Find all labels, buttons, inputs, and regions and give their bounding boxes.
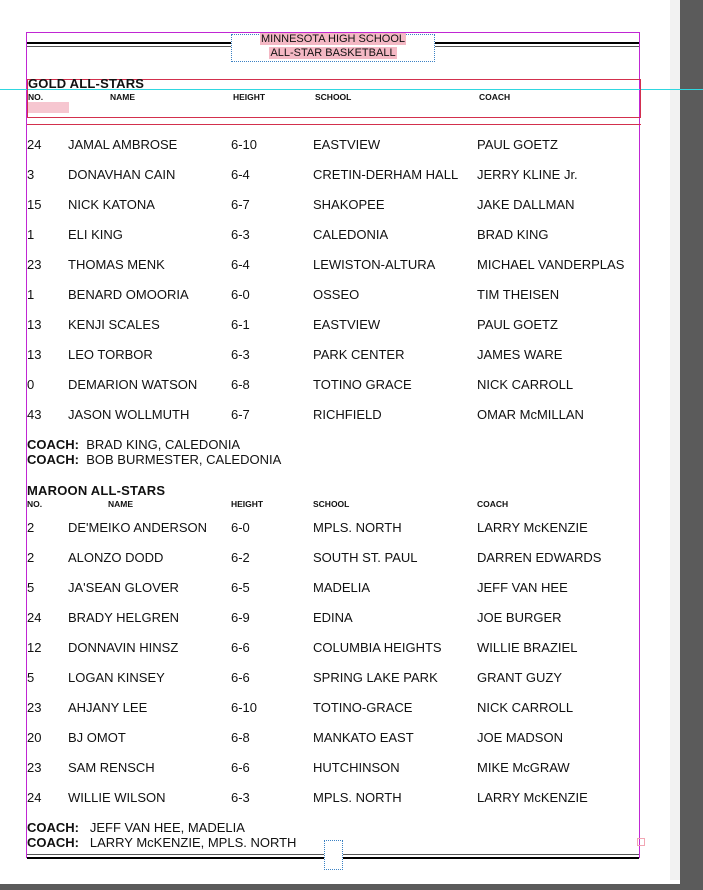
player-no: 24 <box>27 610 42 625</box>
player-coach: LARRY McKENZIE <box>477 790 588 805</box>
maroon-player-row <box>0 760 640 778</box>
player-name: WILLIE WILSON <box>68 790 166 805</box>
player-height: 6-10 <box>231 137 258 152</box>
player-name: JA'SEAN GLOVER <box>68 580 179 595</box>
player-height: 6-5 <box>231 580 250 595</box>
player-height: 6-6 <box>231 670 250 685</box>
coach-label: COACH: <box>27 820 79 835</box>
player-name: LOGAN KINSEY <box>68 670 165 685</box>
out-port-marker[interactable] <box>637 838 645 846</box>
player-name: BJ OMOT <box>68 730 126 745</box>
player-school: RICHFIELD <box>313 407 382 422</box>
gold-assistant-coach <box>27 452 281 467</box>
gold-head-coach <box>27 437 240 452</box>
player-height: 6-4 <box>231 257 250 272</box>
gold-player-row <box>0 407 640 425</box>
player-school: CALEDONIA <box>313 227 389 242</box>
player-school: HUTCHINSON <box>313 760 400 775</box>
player-name: KENJI SCALES <box>68 317 160 332</box>
player-no: 43 <box>27 407 42 422</box>
player-school: COLUMBIA HEIGHTS <box>313 640 442 655</box>
gold-player-row <box>0 167 640 185</box>
player-name: SAM RENSCH <box>68 760 155 775</box>
player-coach: TIM THEISEN <box>477 287 560 302</box>
player-school: SHAKOPEE <box>313 197 385 212</box>
player-coach: JERRY KLINE Jr. <box>477 167 578 182</box>
gold-section-title: GOLD ALL-STARS <box>28 76 145 91</box>
player-name: ALONZO DODD <box>68 550 164 565</box>
gold-col-coach: COACH <box>479 92 511 102</box>
maroon-col-height: HEIGHT <box>231 499 264 509</box>
player-no: 24 <box>27 790 42 805</box>
player-no: 24 <box>27 137 42 152</box>
maroon-col-name: NAME <box>108 499 134 509</box>
player-coach: GRANT GUZY <box>477 670 562 685</box>
maroon-player-row <box>0 520 640 538</box>
player-school: MADELIA <box>313 580 371 595</box>
player-no: 0 <box>27 377 35 392</box>
player-no: 3 <box>27 167 35 182</box>
player-height: 6-8 <box>231 377 250 392</box>
player-no: 2 <box>27 520 35 535</box>
player-school: MANKATO EAST <box>313 730 414 745</box>
player-no: 23 <box>27 760 42 775</box>
gold-player-row <box>0 317 640 335</box>
player-no: 23 <box>27 257 42 272</box>
coach-label: COACH: <box>27 835 79 850</box>
player-name: DEMARION WATSON <box>68 377 198 392</box>
maroon-col-coach: COACH <box>477 499 509 509</box>
player-coach: JOE MADSON <box>477 730 563 745</box>
gold-player-row <box>0 377 640 395</box>
pasteboard-right <box>680 0 703 890</box>
footer-text-frame[interactable] <box>324 840 343 870</box>
gold-player-row <box>0 227 640 245</box>
player-school: SOUTH ST. PAUL <box>313 550 418 565</box>
player-coach: WILLIE BRAZIEL <box>477 640 578 655</box>
player-coach: BRAD KING <box>477 227 549 242</box>
player-height: 6-6 <box>231 760 250 775</box>
player-no: 5 <box>27 580 35 595</box>
player-height: 6-10 <box>231 700 258 715</box>
player-coach: DARREN EDWARDS <box>477 550 602 565</box>
header-line-2-text: ALL-STAR BASKETBALL <box>270 47 396 59</box>
header-text-frame[interactable] <box>231 34 435 62</box>
player-no: 23 <box>27 700 42 715</box>
maroon-assistant-coach <box>27 835 296 850</box>
gold-player-row <box>0 137 640 155</box>
player-name: AHJANY LEE <box>68 700 148 715</box>
player-height: 6-0 <box>231 520 250 535</box>
gold-player-row <box>0 257 640 275</box>
player-height: 6-3 <box>231 347 250 362</box>
player-height: 6-1 <box>231 317 250 332</box>
player-name: NICK KATONA <box>68 197 155 212</box>
gold-player-row <box>0 347 640 365</box>
player-school: PARK CENTER <box>313 347 405 362</box>
coach-value: LARRY McKENZIE, MPLS. NORTH <box>89 835 297 850</box>
player-no: 1 <box>27 287 35 302</box>
coach-label: COACH: <box>27 437 79 452</box>
header-line-1 <box>232 32 434 46</box>
player-name: DE'MEIKO ANDERSON <box>68 520 208 535</box>
player-no: 15 <box>27 197 42 212</box>
gold-col-no: NO. <box>28 92 44 102</box>
maroon-section-title: MAROON ALL-STARS <box>27 483 166 498</box>
overset-text-marker <box>28 102 69 113</box>
player-coach: MIKE McGRAW <box>477 760 570 775</box>
coach-value: JEFF VAN HEE, MADELIA <box>89 820 245 835</box>
gold-player-row <box>0 197 640 215</box>
coach-value: BRAD KING, CALEDONIA <box>86 437 241 452</box>
player-coach: NICK CARROLL <box>477 700 574 715</box>
player-coach: LARRY McKENZIE <box>477 520 588 535</box>
maroon-player-row <box>0 610 640 628</box>
player-school: EASTVIEW <box>313 137 381 152</box>
player-coach: JEFF VAN HEE <box>477 580 568 595</box>
player-name: JASON WOLLMUTH <box>68 407 190 422</box>
player-no: 13 <box>27 347 42 362</box>
player-coach: PAUL GOETZ <box>477 137 558 152</box>
header-line-2 <box>232 46 434 60</box>
player-name: THOMAS MENK <box>68 257 165 272</box>
gold-header-rule <box>27 124 641 125</box>
gold-col-school: SCHOOL <box>315 92 352 102</box>
header-line-1-text: MINNESOTA HIGH SCHOOL <box>260 33 406 45</box>
player-height: 6-0 <box>231 287 250 302</box>
player-school: MPLS. NORTH <box>313 790 402 805</box>
player-name: DONAVHAN CAIN <box>68 167 176 182</box>
player-school: TOTINO GRACE <box>313 377 412 392</box>
player-height: 6-2 <box>231 550 250 565</box>
gold-col-name: NAME <box>110 92 136 102</box>
player-no: 20 <box>27 730 42 745</box>
player-no: 12 <box>27 640 42 655</box>
player-no: 2 <box>27 550 35 565</box>
player-name: BRADY HELGREN <box>68 610 180 625</box>
maroon-player-row <box>0 670 640 688</box>
player-name: JAMAL AMBROSE <box>68 137 178 152</box>
player-name: LEO TORBOR <box>68 347 153 362</box>
maroon-player-row <box>0 790 640 808</box>
player-height: 6-7 <box>231 197 250 212</box>
player-no: 5 <box>27 670 35 685</box>
player-coach: OMAR McMILLAN <box>477 407 584 422</box>
player-school: TOTINO-GRACE <box>313 700 413 715</box>
player-coach: NICK CARROLL <box>477 377 574 392</box>
player-no: 13 <box>27 317 42 332</box>
maroon-player-row <box>0 640 640 658</box>
maroon-player-row <box>0 550 640 568</box>
player-school: LEWISTON-ALTURA <box>313 257 436 272</box>
player-name: BENARD OMOORIA <box>68 287 189 302</box>
player-height: 6-3 <box>231 790 250 805</box>
player-height: 6-8 <box>231 730 250 745</box>
player-school: SPRING LAKE PARK <box>313 670 438 685</box>
player-school: EASTVIEW <box>313 317 381 332</box>
maroon-player-row <box>0 700 640 718</box>
coach-value: BOB BURMESTER, CALEDONIA <box>86 452 282 467</box>
player-name: ELI KING <box>68 227 123 242</box>
coach-label: COACH: <box>27 452 79 467</box>
player-height: 6-7 <box>231 407 250 422</box>
maroon-col-school: SCHOOL <box>313 499 350 509</box>
page-shadow <box>670 0 680 880</box>
player-coach: JAMES WARE <box>477 347 563 362</box>
player-school: EDINA <box>313 610 353 625</box>
player-coach: JAKE DALLMAN <box>477 197 575 212</box>
maroon-head-coach <box>27 820 245 835</box>
maroon-player-row <box>0 730 640 748</box>
player-school: CRETIN-DERHAM HALL <box>313 167 459 182</box>
player-height: 6-6 <box>231 640 250 655</box>
maroon-player-row <box>0 580 640 598</box>
player-height: 6-3 <box>231 227 250 242</box>
player-name: DONNAVIN HINSZ <box>68 640 179 655</box>
player-height: 6-4 <box>231 167 250 182</box>
player-school: MPLS. NORTH <box>313 520 402 535</box>
player-no: 1 <box>27 227 35 242</box>
player-coach: JOE BURGER <box>477 610 562 625</box>
pasteboard-bottom <box>0 884 703 890</box>
player-school: OSSEO <box>313 287 360 302</box>
player-coach: PAUL GOETZ <box>477 317 558 332</box>
player-height: 6-9 <box>231 610 250 625</box>
gold-player-row <box>0 287 640 305</box>
player-coach: MICHAEL VANDERPLAS <box>477 257 625 272</box>
gold-col-height: HEIGHT <box>233 92 266 102</box>
maroon-col-no: NO. <box>27 499 43 509</box>
